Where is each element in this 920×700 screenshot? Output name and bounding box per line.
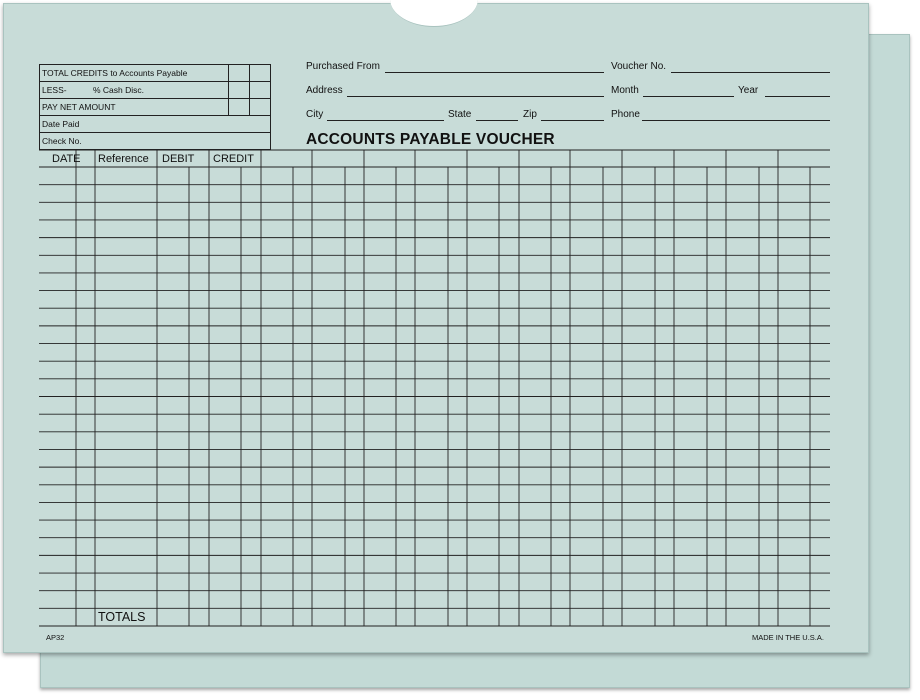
summary-label: Date Paid — [40, 116, 271, 133]
column-header-debit: DEBIT — [162, 153, 195, 165]
column-header-credit: CREDIT — [213, 153, 254, 165]
state-label: State — [448, 109, 472, 120]
column-header-reference: Reference — [98, 153, 149, 165]
made-in-usa: MADE IN THE U.S.A. — [752, 633, 824, 642]
voucher-sheet — [3, 3, 869, 653]
ledger-grid — [4, 4, 868, 652]
form-title: ACCOUNTS PAYABLE VOUCHER — [306, 131, 555, 148]
city-label: City — [306, 109, 324, 120]
zip-label: Zip — [523, 109, 537, 120]
totals-label: TOTALS — [98, 610, 146, 624]
year-label: Year — [738, 85, 759, 96]
column-header-date: DATE — [52, 153, 81, 165]
summary-less-label: LESS- — [42, 85, 67, 95]
summary-label: PAY NET AMOUNT — [40, 99, 229, 116]
summary-label: TOTAL CREDITS to Accounts Payable — [40, 65, 229, 82]
form-code: AP32 — [46, 633, 65, 642]
summary-label: Check No. — [40, 133, 271, 150]
summary-cash-disc-label: % Cash Disc. — [92, 85, 144, 95]
month-label: Month — [611, 85, 639, 96]
phone-label: Phone — [611, 109, 640, 120]
address-label: Address — [306, 85, 343, 96]
purchased-from-label: Purchased From — [306, 61, 380, 72]
voucher-no-label: Voucher No. — [611, 61, 667, 72]
